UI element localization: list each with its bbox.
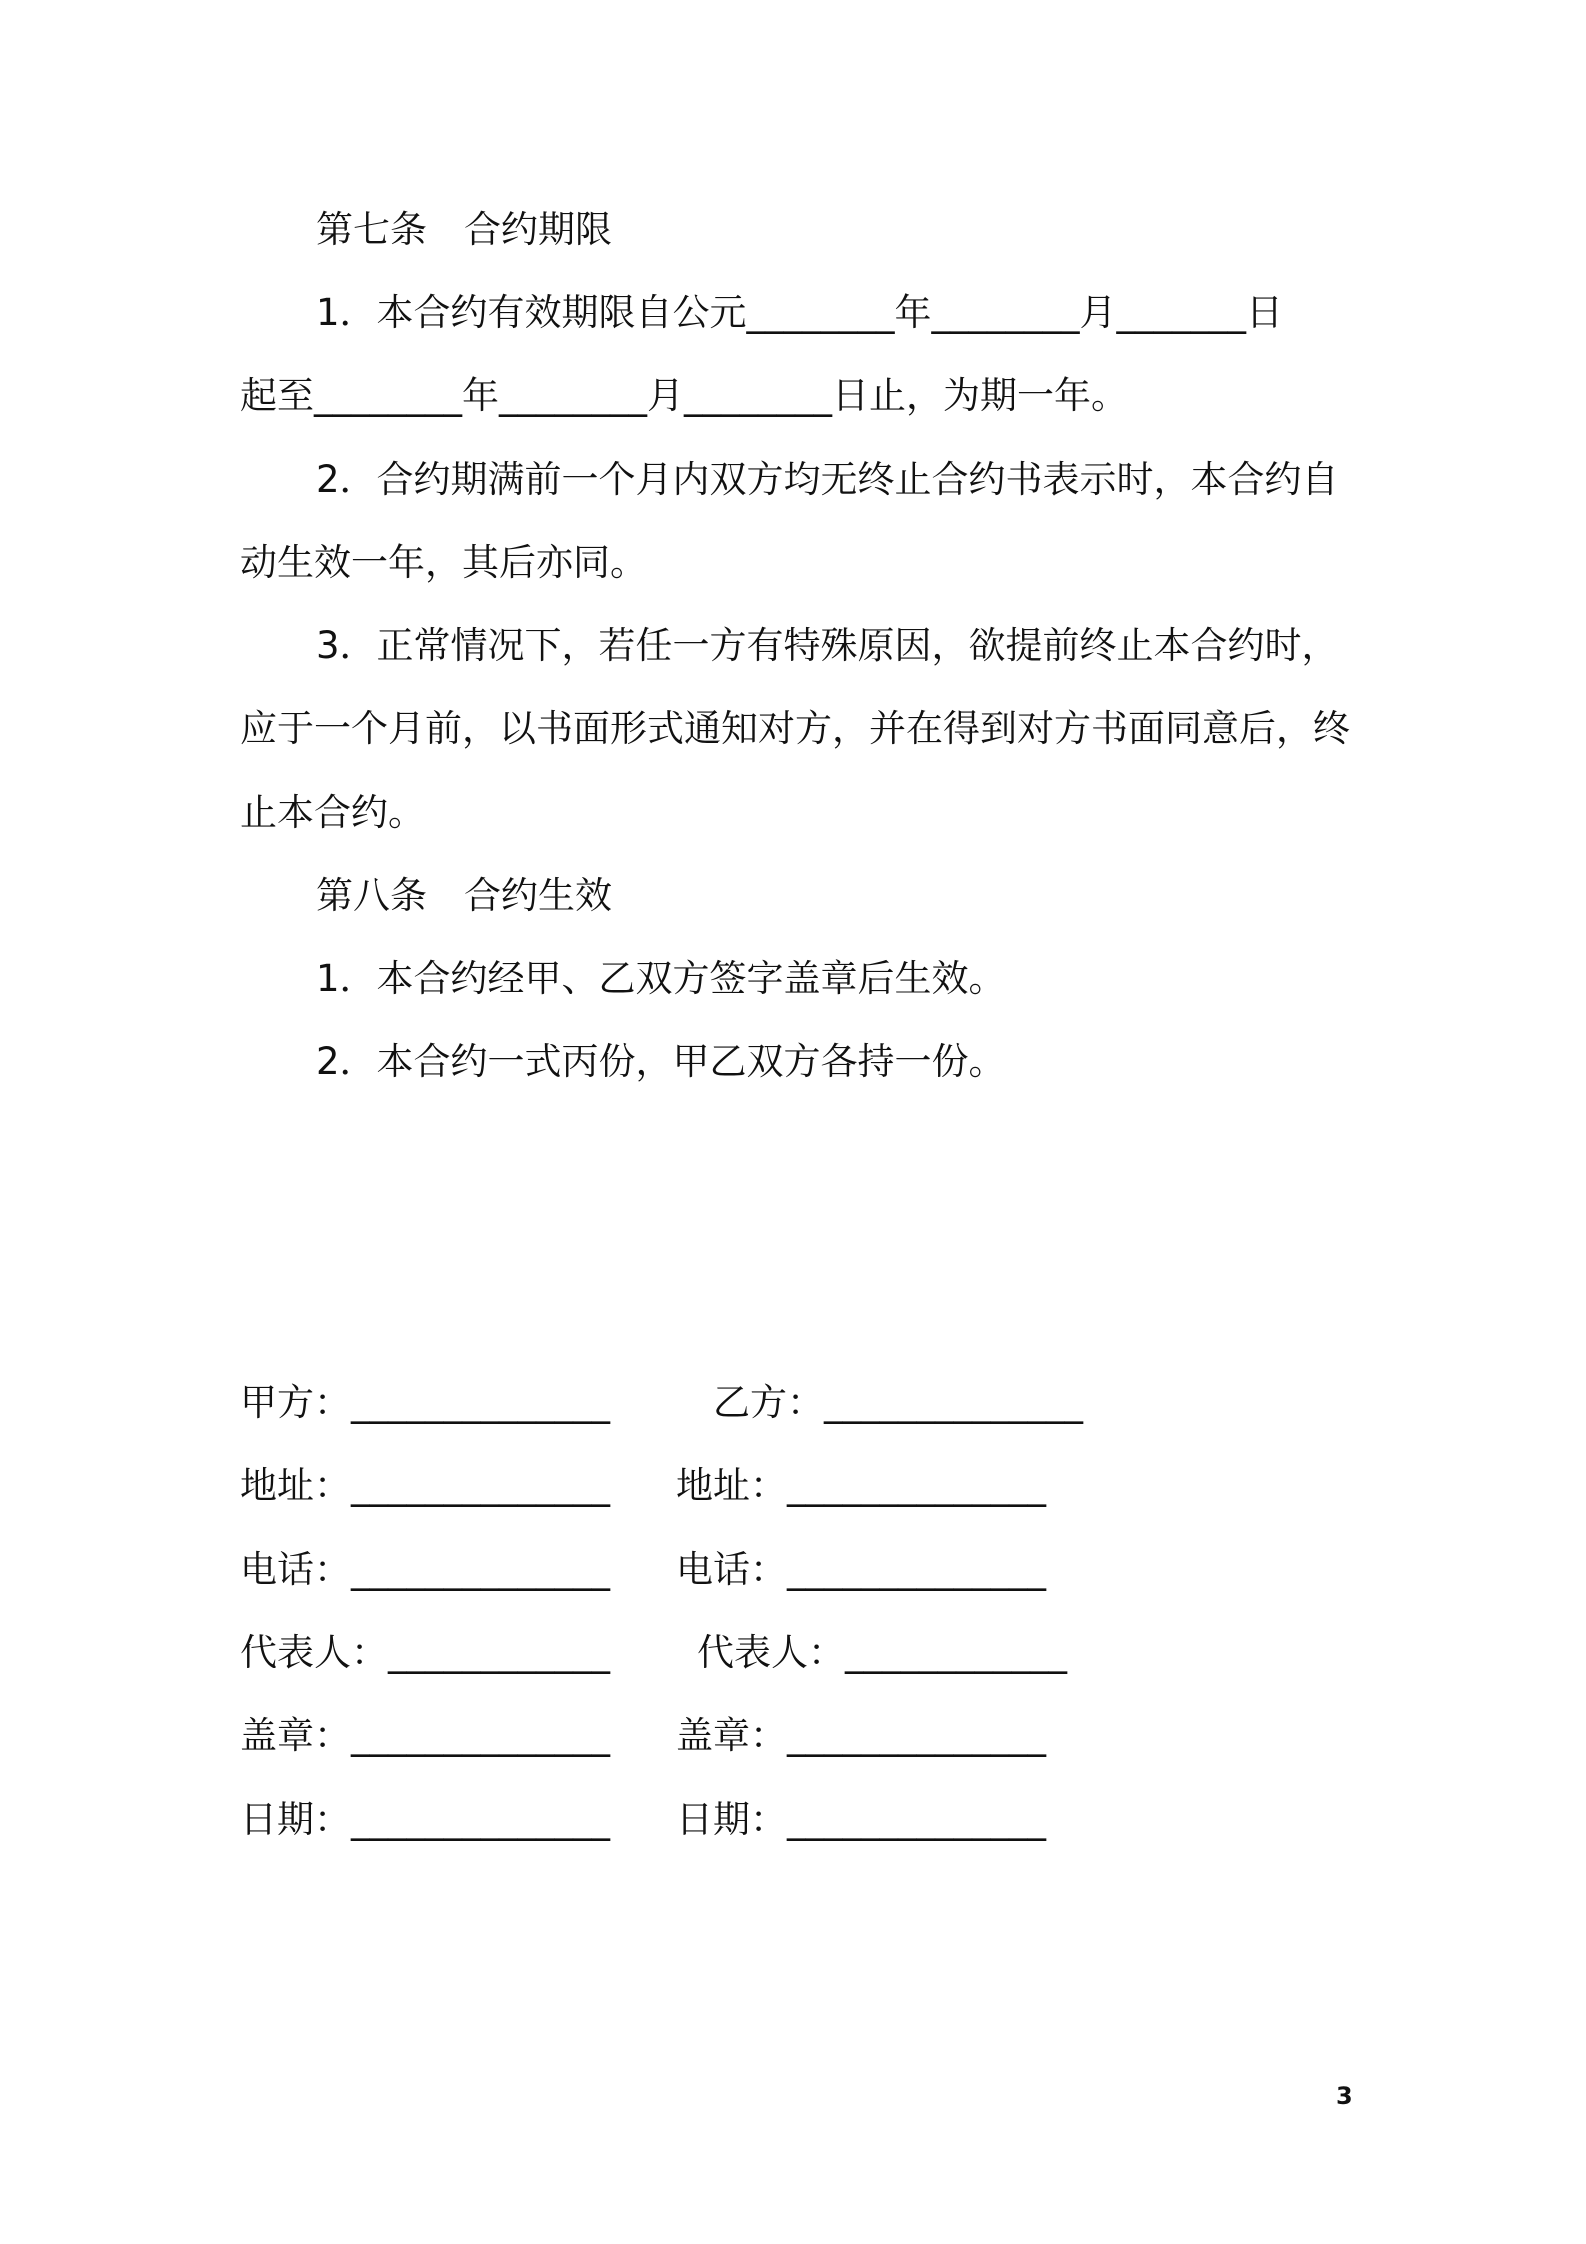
article7-item1-line1: 1．本合约有效期限自公元________年________月_______日 bbox=[316, 291, 1284, 334]
party-b-field: 乙方：______________ bbox=[713, 1381, 1083, 1424]
article7-item3-line2: 应于一个月前，以书面形式通知对方，并在得到对方书面同意后，终 bbox=[240, 707, 1350, 750]
article7-item3-line1: 3．正常情况下，若任一方有特殊原因，欲提前终止本合约时， bbox=[316, 624, 1339, 667]
article8-heading: 第八条 合约生效 bbox=[316, 874, 612, 917]
date-a-field: 日期：______________ bbox=[240, 1798, 610, 1841]
article8-item1: 1．本合约经甲、乙双方签字盖章后生效。 bbox=[316, 957, 1006, 1000]
signature-row-seal bbox=[0, 1711, 1586, 1761]
article7-item2-line2: 动生效一年，其后亦同。 bbox=[240, 541, 647, 584]
representative-b-field: 代表人：____________ bbox=[697, 1631, 1067, 1674]
seal-a-field: 盖章：______________ bbox=[240, 1714, 610, 1757]
signature-row-address bbox=[0, 1461, 1586, 1511]
page-number: 3 bbox=[1336, 2082, 1353, 2110]
article7-item1-line2: 起至________年________月________日止，为期一年。 bbox=[240, 374, 1128, 417]
representative-a-field: 代表人：____________ bbox=[240, 1631, 610, 1674]
phone-a-field: 电话：______________ bbox=[240, 1548, 610, 1591]
address-b-field: 地址：______________ bbox=[676, 1464, 1046, 1507]
signature-row-phone bbox=[0, 1545, 1586, 1595]
address-a-field: 地址：______________ bbox=[240, 1464, 610, 1507]
date-b-field: 日期：______________ bbox=[676, 1798, 1046, 1841]
article7-item3-line3: 止本合约。 bbox=[240, 791, 425, 834]
article7-item2-line1: 2．合约期满前一个月内双方均无终止合约书表示时，本合约自 bbox=[316, 458, 1339, 501]
party-a-field: 甲方：______________ bbox=[240, 1381, 610, 1424]
signature-row-representative bbox=[0, 1628, 1586, 1678]
signature-row-party bbox=[0, 1378, 1586, 1428]
article7-heading: 第七条 合约期限 bbox=[316, 208, 612, 251]
phone-b-field: 电话：______________ bbox=[676, 1548, 1046, 1591]
signature-row-date bbox=[0, 1795, 1586, 1845]
article8-item2: 2．本合约一式丙份，甲乙双方各持一份。 bbox=[316, 1040, 1006, 1083]
seal-b-field: 盖章：______________ bbox=[676, 1714, 1046, 1757]
